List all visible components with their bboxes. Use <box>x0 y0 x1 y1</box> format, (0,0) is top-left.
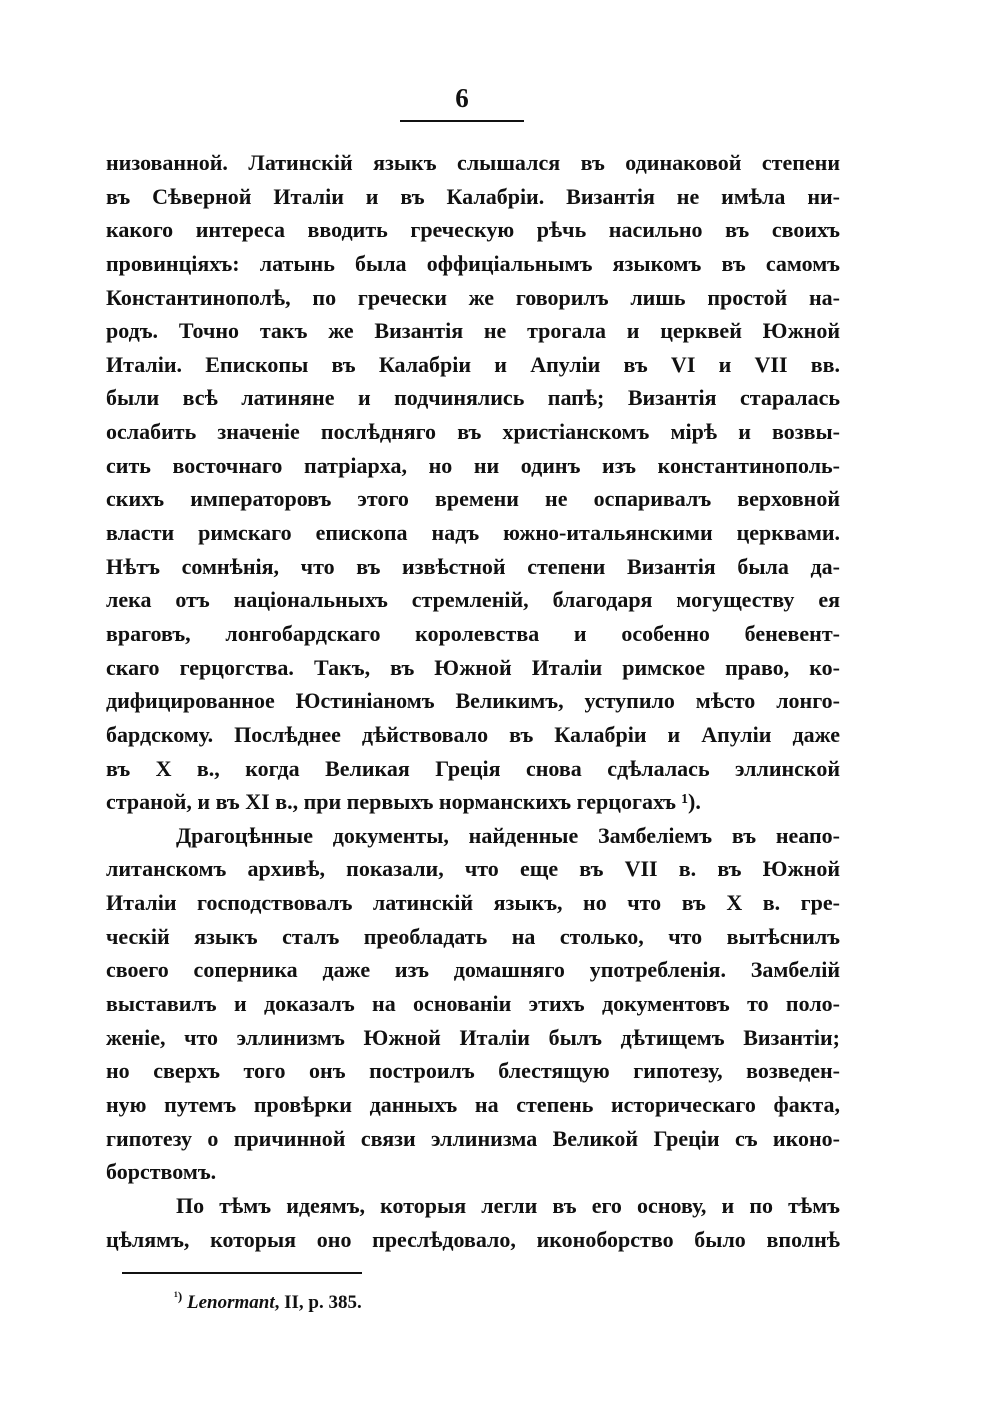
text-line: скаго герцогства. Такъ, въ Южной Италіи римское право, ко- <box>106 654 840 680</box>
text-line: Константинополѣ, по гречески же говорилъ лишь простой на- <box>106 284 840 310</box>
text-line: власти римскаго епископа надъ южно-итальянскими церквами. <box>106 520 840 546</box>
text-line: цѣлямъ, которыя оно преслѣдовало, иконоборство было вполнѣ <box>106 1226 840 1252</box>
text-line: литанскомъ архивѣ, показали, что еще въ VII в. въ Южной <box>106 856 840 882</box>
text-line: Италіи господствовалъ латинскій языкъ, но что въ X в. гре- <box>106 890 840 916</box>
body-text <box>106 146 840 1256</box>
text-line: враговъ, лонгобардскаго королевства и особенно беневент- <box>106 620 840 646</box>
text-line: Драгоцѣнные документы, найденные Замбеліемъ въ неапо- <box>176 822 840 848</box>
text-line: Нѣтъ сомнѣнія, что въ извѣстной степени Византія была да- <box>106 553 840 579</box>
text-line: гипотезу о причинной связи эллинизма Великой Греціи съ иконо- <box>106 1125 840 1151</box>
text-line: борствомъ. <box>106 1159 217 1185</box>
footnote-author: Lenormant <box>186 1292 275 1313</box>
text-line: лека отъ національныхъ стремленій, благодаря могуществу ея <box>106 587 840 613</box>
paragraph-2 <box>106 819 840 1189</box>
footnote-reference: , II, p. 385. <box>274 1292 362 1313</box>
paragraph-3 <box>106 1189 840 1256</box>
text-line: были всѣ латиняне и подчинялись папѣ; Византія старалась <box>106 385 840 411</box>
footnote-separator <box>122 1272 362 1274</box>
text-line: бардскому. Послѣднее дѣйствовало въ Калабріи и Апуліи даже <box>106 721 840 747</box>
text-line: страной, и въ XI в., при первыхъ норманскихъ герцогахъ ¹). <box>106 789 701 815</box>
footnote <box>174 1290 362 1316</box>
text-line: въ Сѣверной Италіи и въ Калабріи. Византія не имѣла ни- <box>106 183 840 209</box>
page-number-rule <box>400 120 524 122</box>
footnote-marker: ¹) <box>174 1288 183 1304</box>
text-line: скихъ императоровъ этого времени не оспаривалъ верховной <box>106 486 840 512</box>
text-line: какого интереса вводить греческую рѣчь насильно въ своихъ <box>106 217 840 243</box>
text-line: въ X в., когда Великая Греція снова сдѣлалась эллинской <box>106 755 840 781</box>
text-line: провинціяхъ: латынь была оффиціальнымъ языкомъ въ самомъ <box>106 250 840 276</box>
text-line: ослабить значеніе послѣдняго въ христіанскомъ мірѣ и возвы- <box>106 419 840 445</box>
text-line: ческій языкъ сталъ преобладать на столько, что вытѣснилъ <box>106 923 840 949</box>
text-line: женіе, что эллинизмъ Южной Италіи былъ дѣтищемъ Византіи; <box>106 1024 840 1050</box>
text-line: выставилъ и доказалъ на основаніи этихъ документовъ то поло- <box>106 991 840 1017</box>
text-line: Италіи. Епископы въ Калабріи и Апуліи въ VI и VII вв. <box>106 351 840 377</box>
text-line: дифицированное Юстиніаномъ Великимъ, уступило мѣсто лонго- <box>106 688 840 714</box>
text-line: По тѣмъ идеямъ, которыя легли въ его основу, и по тѣмъ <box>176 1192 840 1218</box>
text-line: но сверхъ того онъ построилъ блестящую гипотезу, возведен- <box>106 1058 840 1084</box>
text-line: своего соперника даже изъ домашняго употребленія. Замбелій <box>106 957 840 983</box>
text-line: сить восточнаго патріарха, но ни одинъ изъ константинополь- <box>106 452 840 478</box>
text-line: родъ. Точно такъ же Византія не трогала и церквей Южной <box>106 318 840 344</box>
paragraph-1 <box>106 146 840 819</box>
text-line: ную путемъ провѣрки данныхъ на степень историческаго факта, <box>106 1091 840 1117</box>
text-line: низованной. Латинскій языкъ слышался въ одинаковой степени <box>106 150 840 175</box>
page-number: 6 <box>455 83 469 113</box>
